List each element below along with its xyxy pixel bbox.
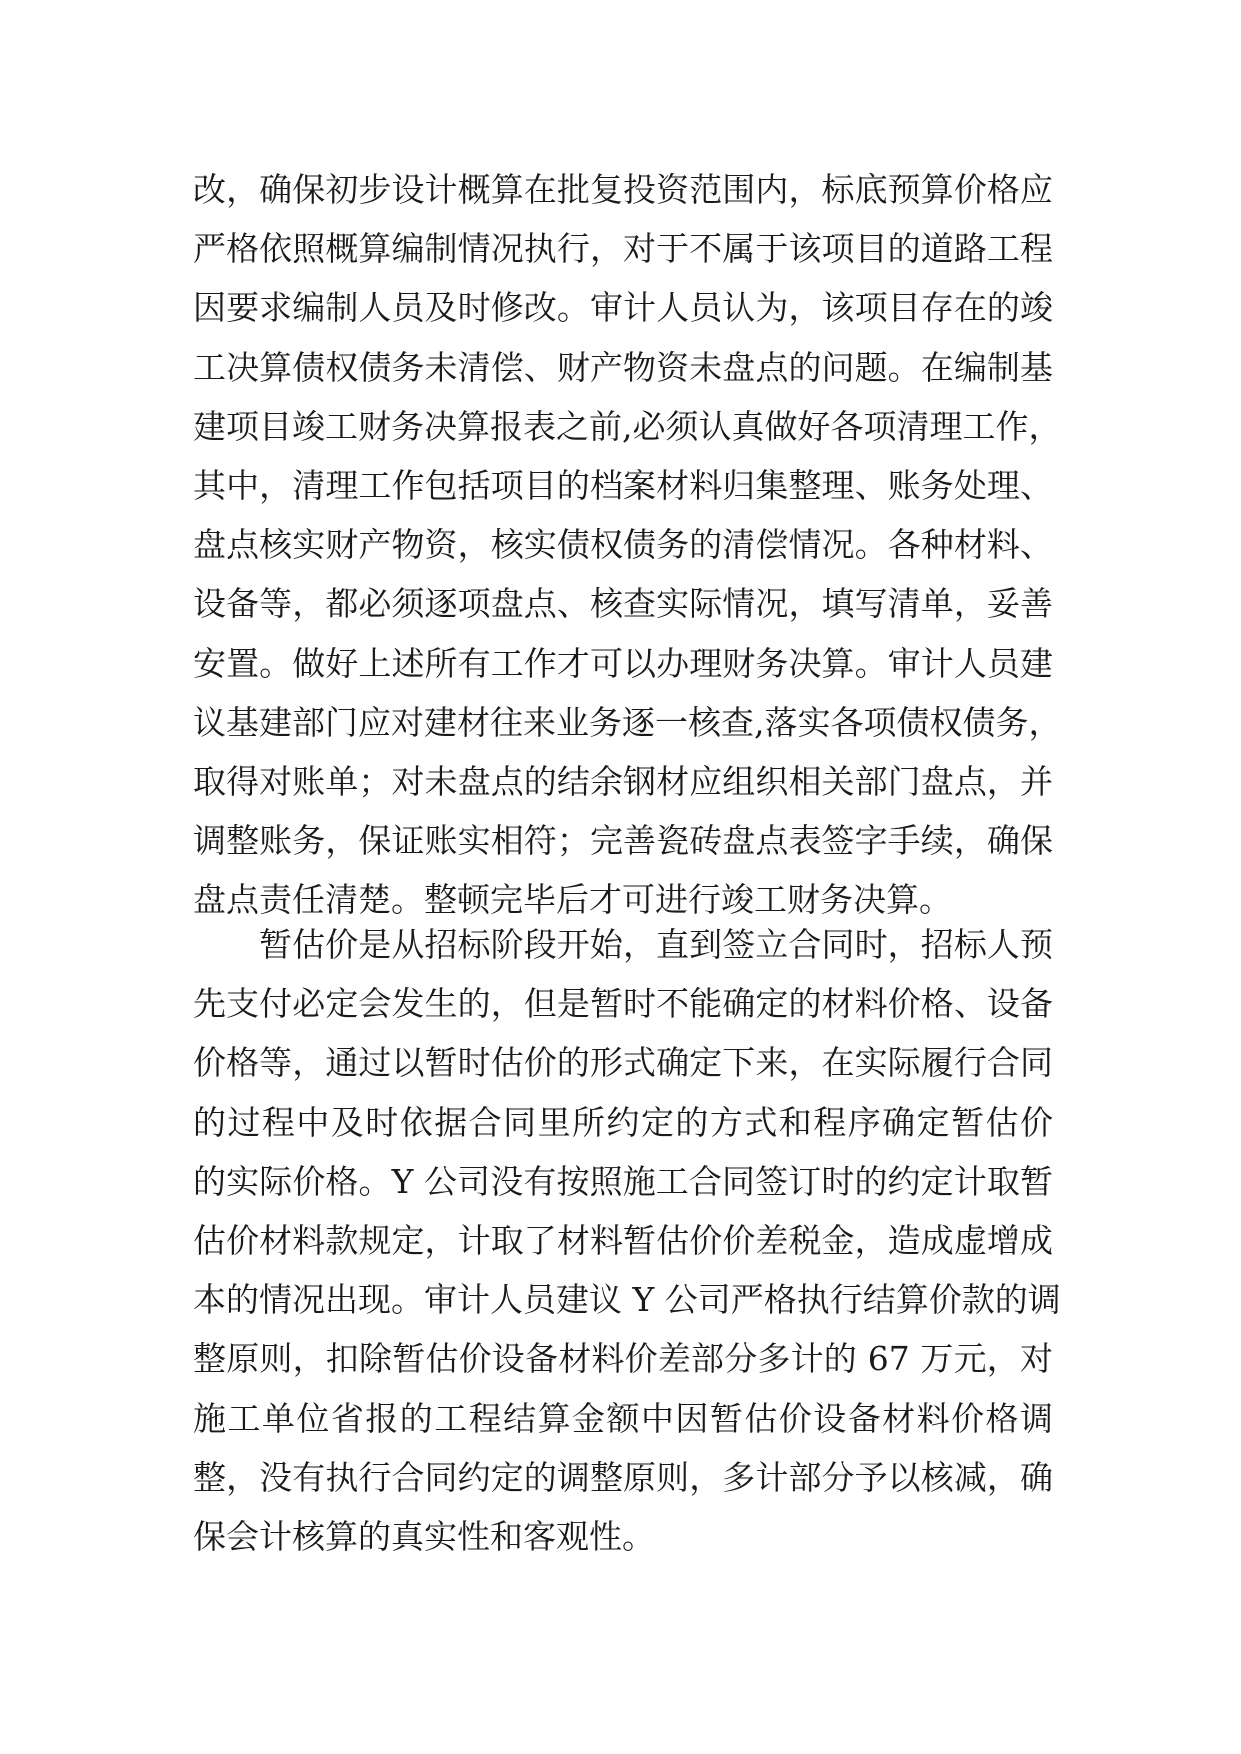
- text-line: 的过程中及时依据合同里所约定的方式和程序确定暂估价: [193, 1102, 1053, 1142]
- text-line: 整，没有执行合同约定的调整原则，多计部分予以核减，确: [193, 1457, 1053, 1497]
- text-line: 盘点责任清楚。整顿完毕后才可进行竣工财务决算。: [193, 880, 952, 920]
- text-line: 价格等，通过以暂时估价的形式确定下来，在实际履行合同: [193, 1043, 1053, 1083]
- text-line: 安置。做好上述所有工作才可以办理财务决算。审计人员建: [193, 643, 1053, 683]
- text-line: 施工单位省报的工程结算金额中因暂估价设备材料价格调: [193, 1398, 1053, 1438]
- text-line: 先支付必定会发生的，但是暂时不能确定的材料价格、设备: [193, 984, 1053, 1024]
- text-line: 工决算债权债务未清偿、财产物资未盘点的问题。在编制基: [193, 347, 1053, 387]
- paragraph-1: [193, 160, 1062, 929]
- text-line: 估价材料款规定，计取了材料暂估价价差税金，造成虚增成: [193, 1220, 1053, 1260]
- text-line: 盘点核实财产物资，核实债权债务的清偿情况。各种材料、: [193, 525, 1053, 565]
- text-line: 整原则，扣除暂估价设备材料价差部分多计的 67 万元，对: [193, 1339, 1053, 1379]
- text-line: 严格依照概算编制情况执行，对于不属于该项目的道路工程: [193, 229, 1053, 269]
- text-line: 其中，清理工作包括项目的档案材料归集整理、账务处理、: [193, 465, 1053, 505]
- paragraph-2: [193, 915, 1061, 1566]
- text-line: 设备等，都必须逐项盘点、核查实际情况，填写清单，妥善: [193, 584, 1053, 624]
- text-line: 改，确保初步设计概算在批复投资范围内，标底预算价格应: [193, 170, 1053, 209]
- text-line: 建项目竣工财务决算报表之前,必须认真做好各项清理工作，: [193, 406, 1062, 446]
- text-line: 保会计核算的真实性和客观性。: [193, 1516, 655, 1556]
- text-line: 因要求编制人员及时修改。审计人员认为，该项目存在的竣: [193, 288, 1053, 328]
- text-line: 议基建部门应对建材往来业务逐一核查,落实各项债权债务，: [193, 702, 1062, 742]
- text-line: 取得对账单；对未盘点的结余钢材应组织相关部门盘点，并: [193, 761, 1053, 801]
- text-line: 的实际价格。Y 公司没有按照施工合同签订时的约定计取暂: [193, 1161, 1053, 1201]
- text-line: 暂估价是从招标阶段开始，直到签立合同时，招标人预: [259, 925, 1053, 964]
- text-line: 本的情况出现。审计人员建议 Y 公司严格执行结算价款的调: [193, 1280, 1061, 1320]
- text-line: 调整账务，保证账实相符；完善瓷砖盘点表签字手续，确保: [193, 821, 1053, 861]
